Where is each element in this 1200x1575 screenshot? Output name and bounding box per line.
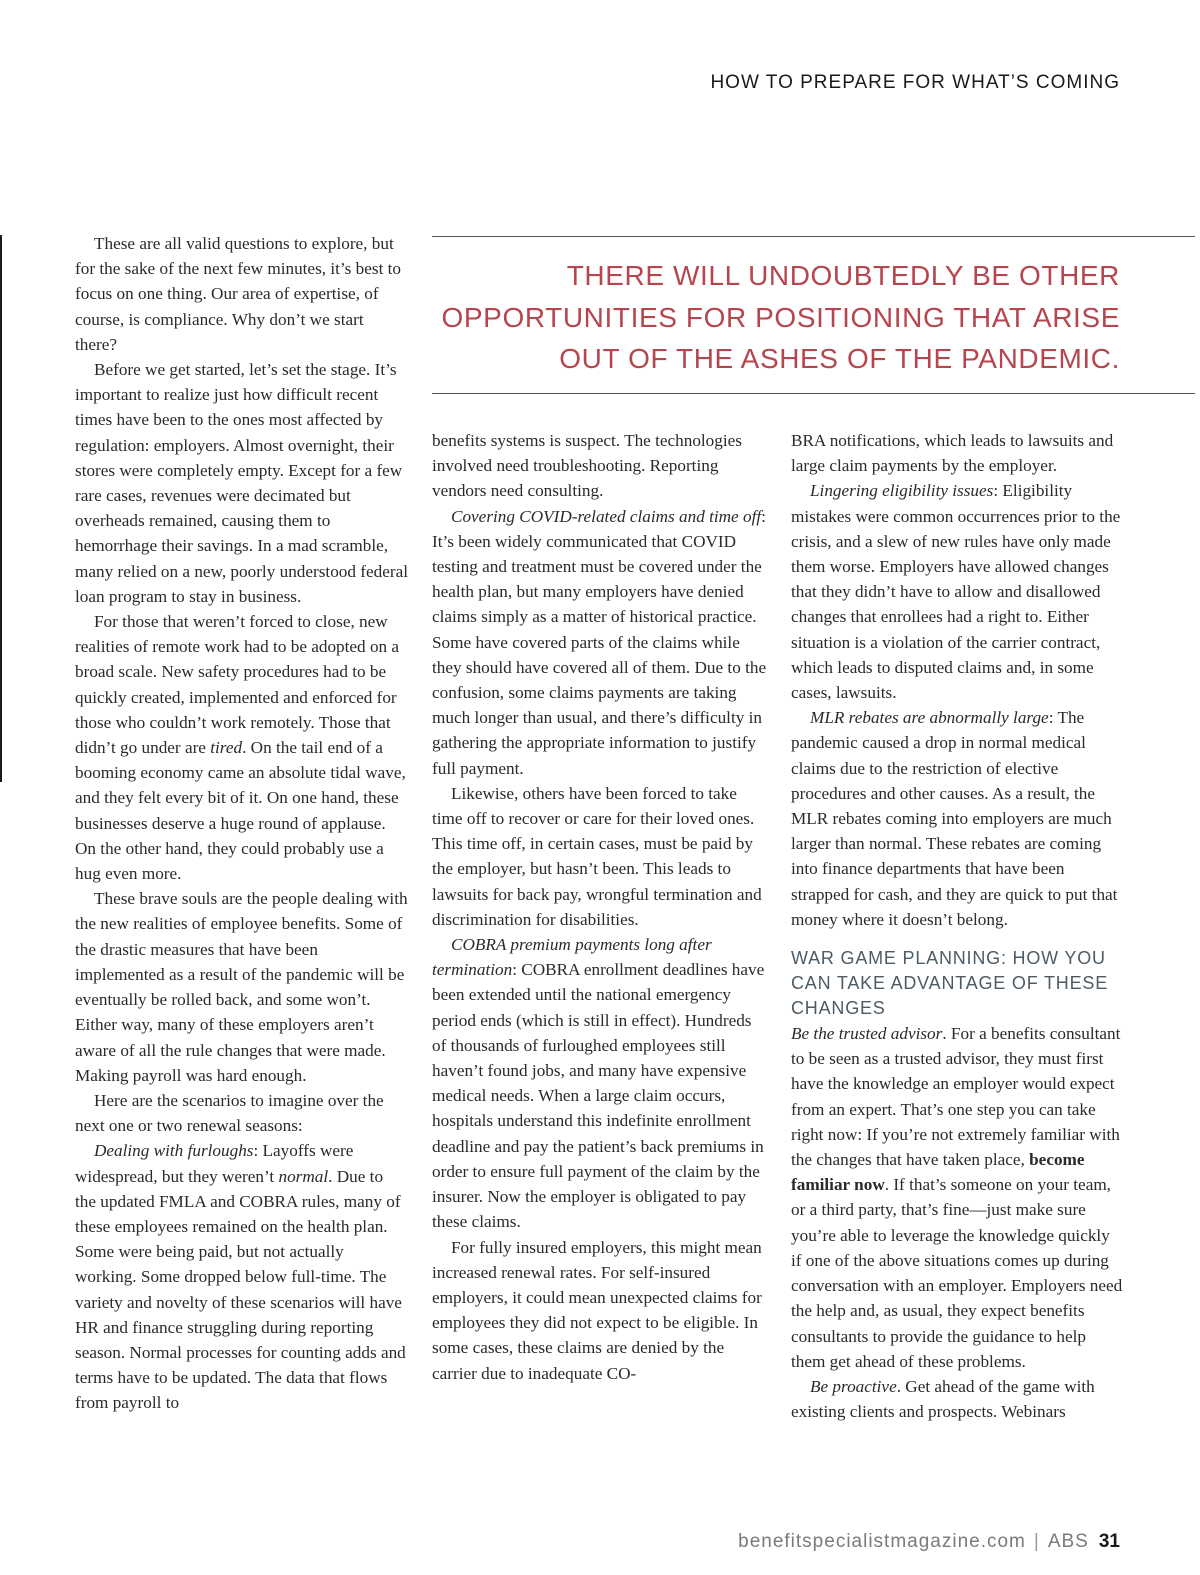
paragraph: COBRA premium payments long after termination: COBRA enrollment deadlines have been extended until the national emergency period ends (which is still in effect). Hundreds of thousands of furloughed employees still haven’t found jobs, and many have expensive medical needs. When a large claim occurs, hospitals understand this indefinite enrollment deadline and pay the patient’s back premiums in order to ensure full payment of the claim by the insurer. Now the employer is obligated to pay these claims. xyxy=(432,935,765,1232)
paragraph: Likewise, others have been forced to take time off to recover or care for their loved ones. This time off, in certain cases, must be paid by the employer, but hasn’t been. This leads to lawsuits for back pay, wrongful termination and discrimination for disabilities. xyxy=(432,783,762,929)
scenario-lead: Be the trusted advisor xyxy=(791,1024,943,1044)
page-footer xyxy=(738,1531,1120,1553)
article-column-2 xyxy=(432,428,768,1386)
paragraph: Be proactive. Get ahead of the game with existing clients and prospects. Webinars xyxy=(791,1376,1095,1422)
page-number: 31 xyxy=(1098,1531,1120,1552)
paragraph: Covering COVID-related claims and time off: It’s been widely communicated that COVID testing and treatment must be covered under the health plan, but many employers have denied claims simply as a matter of historical practice. Some have covered parts of the claims while they should have covered all of them. Due to the confusion, some claims payments are taking much longer than usual, and there’s difficulty in gathering the appropriate information to justify full payment. xyxy=(432,506,767,778)
paragraph: Lingering eligibility issues: Eligibility mistakes were common occurrences prior to the crisis, and a slew of new rules have only made them worse. Employers have allowed changes that they didn’t have to allow and disallowed changes that enrollees had a right to. Either situation is a violation of the carrier contract, which leads to disputed claims and, in some cases, lawsuits. xyxy=(791,481,1121,703)
paragraph: For those that weren’t forced to close, new realities of remote work had to be adopted on a broad scale. New safety procedures had to be quickly created, implemented and enforced for those who couldn’t work remotely. Those that didn’t go under are tired. On the tail end of a booming economy came an absolute tidal wave, and they felt every bit of it. On one hand, these businesses deserve a huge round of applause. On the other hand, they could probably use a hug even more. xyxy=(75,612,406,884)
left-margin-rule xyxy=(0,235,2,782)
scenario-lead: Dealing with furloughs xyxy=(94,1141,254,1161)
paragraph: Be the trusted advisor. For a benefits consultant to be seen as a trusted advisor, they must first have the knowledge an employer would expect from an expert. That’s one step you can take right now: If you’re not extremely familiar with the changes that have taken place, become familiar now. If that’s someone on your team, or a third party, that’s fine—just make sure you’re able to leverage the knowledge quickly if one of the above situations comes up during conversation with an employer. Employers need the help and, as usual, they expect benefits consultants to provide the guidance to help them get ahead of these problems. xyxy=(791,1024,1123,1371)
footer-site: benefitspecialistmagazine.com xyxy=(738,1531,1026,1552)
paragraph: These brave souls are the people dealing with the new realities of employee benefits. Some of the drastic measures that have been implemented as a result of the pandemic will be eventually be rolled back, and some won’t. Either way, many of these employers aren’t aware of all the rule changes that were made. Making payroll was hard enough. xyxy=(75,889,408,1085)
paragraph: For fully insured employers, this might mean increased renewal rates. For self-insured employers, it could mean unexpected claims for employees they did not expect to be eligible. In some cases, these claims are denied by the carrier due to inadequate CO- xyxy=(432,1237,762,1383)
article-column-3 xyxy=(791,428,1124,1424)
paragraph: BRA notifications, which leads to lawsuits and large claim payments by the employer. xyxy=(791,431,1114,476)
scenario-lead: Be proactive xyxy=(810,1376,897,1396)
section-header: HOW TO PREPARE FOR WHAT’S COMING xyxy=(710,72,1120,93)
pull-quote-text: THERE WILL UNDOUBTEDLY BE OTHER OPPORTUNITIES FOR POSITIONING THAT ARISE OUT OF THE ASHES OF THE PANDEMIC. xyxy=(441,260,1120,374)
article-column-1 xyxy=(75,231,408,1416)
footer-publication: ABS xyxy=(1047,1531,1089,1552)
scenario-lead: MLR rebates are abnormally large xyxy=(810,708,1049,728)
pull-quote xyxy=(432,236,1195,394)
paragraph: Here are the scenarios to imagine over the next one or two renewal seasons: xyxy=(75,1090,384,1136)
paragraph: MLR rebates are abnormally large: The pandemic caused a drop in normal medical claims due to the restriction of elective procedures and other causes. As a result, the MLR rebates coming into employers are much larger than normal. These rebates are coming into finance departments that have been strapped for cash, and they are quick to put that money where it doesn’t belong. xyxy=(791,708,1118,929)
paragraph: benefits systems is suspect. The technologies involved need troubleshooting. Reporting vendors need consulting. xyxy=(432,431,742,501)
paragraph: These are all valid questions to explore, but for the sake of the next few minutes, it’s best to focus on one thing. Our area of expertise, of course, is compliance. Why don’t we start there? xyxy=(75,234,402,354)
paragraph: Dealing with furloughs: Layoffs were widespread, but they weren’t normal. Due to the updated FMLA and COBRA rules, many of these employees remained on the health plan. Some were being paid, but not actually working. Some dropped below full-time. The variety and novelty of these scenarios will have HR and finance struggling during reporting season. Normal processes for counting adds and terms have to be updated. The data that flows from payroll to xyxy=(75,1141,406,1413)
footer-separator: | xyxy=(1033,1531,1040,1552)
scenario-lead: COBRA premium payments long after termination xyxy=(432,935,712,980)
scenario-lead: Covering COVID-related claims and time off xyxy=(451,506,762,526)
section-subhead: WAR GAME PLANNING: HOW YOU CAN TAKE ADVANTAGE OF THESE CHANGES xyxy=(791,948,1109,1019)
scenario-lead: Lingering eligibility issues xyxy=(810,481,994,501)
paragraph: Before we get started, let’s set the stage. It’s important to realize just how difficult recent times have been to the ones most affected by regulation: employers. Almost overnight, their stores were completely empty. Except for a few rare cases, revenues were decimated but overheads remained, causing them to hemorrhage their savings. In a mad scramble, many relied on a new, poorly understood federal loan program to stay in business. xyxy=(75,360,408,606)
